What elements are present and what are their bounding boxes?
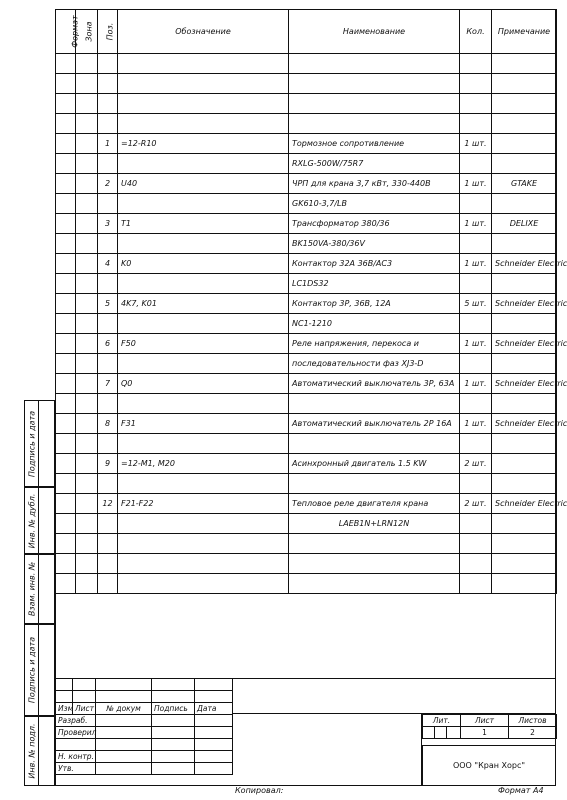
cell-name (289, 534, 460, 554)
cell-pos (98, 394, 118, 414)
cell-format (56, 274, 76, 294)
cell-designation (118, 74, 289, 94)
titleblock-name-area (232, 714, 422, 786)
cell-zone (76, 394, 98, 414)
cell-note (492, 114, 557, 134)
row-razrab: Разраб. (56, 715, 96, 727)
cell-note (492, 234, 557, 254)
cell-note: Schneider Electric (492, 254, 557, 274)
cell-designation (118, 94, 289, 114)
cell-designation (118, 514, 289, 534)
cell-designation: 4K7, K01 (118, 294, 289, 314)
cell-format (56, 154, 76, 174)
cell-designation: T1 (118, 214, 289, 234)
cell-name: LC1DS32 (289, 274, 460, 294)
table-row (56, 314, 557, 334)
cell-pos: 4 (98, 254, 118, 274)
header-designation: Обозначение (118, 10, 289, 54)
cell-name: Реле напряжения, перекоса и (289, 334, 460, 354)
cell-pos (98, 434, 118, 454)
cell-note (492, 94, 557, 114)
cell-designation: F21-F22 (118, 494, 289, 514)
cell-designation (118, 194, 289, 214)
cell-designation (118, 154, 289, 174)
table-row (56, 374, 557, 394)
cell-designation (118, 474, 289, 494)
cell-note: GTAKE (492, 174, 557, 194)
cell-note (492, 314, 557, 334)
table-row (56, 74, 557, 94)
cell-qty: 1 шт. (460, 174, 492, 194)
col-list: Лист (73, 703, 96, 715)
cell-pos: 9 (98, 454, 118, 474)
cell-designation (118, 314, 289, 334)
cell-qty (460, 574, 492, 594)
cell-designation: F31 (118, 414, 289, 434)
cell-designation (118, 574, 289, 594)
cell-pos (98, 474, 118, 494)
cell-qty: 2 шт. (460, 494, 492, 514)
cell-name: Трансформатор 380/36 (289, 214, 460, 234)
table-row (56, 394, 557, 414)
cell-note (492, 554, 557, 574)
cell-note (492, 474, 557, 494)
cell-pos (98, 554, 118, 574)
cell-designation: U40 (118, 174, 289, 194)
cell-qty: 5 шт. (460, 294, 492, 314)
cell-designation (118, 54, 289, 74)
cell-pos (98, 54, 118, 74)
cell-name (289, 574, 460, 594)
cell-zone (76, 154, 98, 174)
cell-name (289, 114, 460, 134)
cell-note (492, 514, 557, 534)
cell-note: Schneider Electric (492, 494, 557, 514)
cell-name (289, 394, 460, 414)
cell-name: Автоматический выключатель 3Р, 63А (289, 374, 460, 394)
cell-format (56, 454, 76, 474)
cell-zone (76, 334, 98, 354)
cell-format (56, 374, 76, 394)
cell-format (56, 74, 76, 94)
table-row (56, 414, 557, 434)
table-row (56, 354, 557, 374)
cell-designation: K0 (118, 254, 289, 274)
cell-zone (76, 534, 98, 554)
sidebar-label: Подпись и дата (27, 410, 36, 477)
cell-name: Асинхронный двигатель 1.5 KW (289, 454, 460, 474)
cell-qty: 1 шт. (460, 134, 492, 154)
cell-pos (98, 354, 118, 374)
cell-qty (460, 514, 492, 534)
cell-format (56, 214, 76, 234)
cell-zone (76, 554, 98, 574)
cell-format (56, 174, 76, 194)
sidebar-label: Инв. № дубл. (27, 493, 36, 548)
cell-name (289, 74, 460, 94)
sidebar-sign-date-bottom (24, 624, 55, 716)
table-row (56, 254, 557, 274)
cell-pos: 6 (98, 334, 118, 354)
sheet-info (422, 714, 557, 739)
cell-pos (98, 574, 118, 594)
cell-pos: 2 (98, 174, 118, 194)
cell-designation: Q0 (118, 374, 289, 394)
cell-zone (76, 434, 98, 454)
sidebar-inv-orig (24, 716, 55, 786)
cell-format (56, 474, 76, 494)
cell-name: последовательности фаз XJ3-D (289, 354, 460, 374)
cell-note (492, 54, 557, 74)
table-row (56, 134, 557, 154)
cell-format (56, 434, 76, 454)
cell-format (56, 254, 76, 274)
cell-pos (98, 534, 118, 554)
table-row (56, 194, 557, 214)
table-row (56, 494, 557, 514)
cell-qty (460, 554, 492, 574)
cell-zone (76, 494, 98, 514)
table-row (56, 234, 557, 254)
copied-label: Копировал: (235, 786, 284, 795)
cell-zone (76, 514, 98, 534)
row-n-kontr: Н. контр. (56, 751, 96, 763)
cell-note: Schneider Electric (492, 374, 557, 394)
cell-zone (76, 174, 98, 194)
cell-designation (118, 354, 289, 374)
cell-designation (118, 234, 289, 254)
table-row (56, 274, 557, 294)
cell-name (289, 434, 460, 454)
cell-note (492, 394, 557, 414)
cell-pos: 8 (98, 414, 118, 434)
cell-format (56, 294, 76, 314)
table-header (56, 10, 557, 54)
header-note: Примечание (492, 10, 557, 54)
cell-zone (76, 114, 98, 134)
cell-pos: 1 (98, 134, 118, 154)
col-izm: Изм (56, 703, 73, 715)
cell-qty (460, 234, 492, 254)
cell-qty (460, 474, 492, 494)
header-format: Формат (56, 10, 76, 54)
cell-designation: =12-R10 (118, 134, 289, 154)
cell-format (56, 414, 76, 434)
sidebar-label: Подпись и дата (27, 636, 36, 704)
format-label: Формат А4 (498, 786, 544, 795)
table-row (56, 574, 557, 594)
header-zone: Зона (76, 10, 98, 54)
cell-zone (76, 234, 98, 254)
cell-qty (460, 534, 492, 554)
revision-block (55, 678, 233, 775)
table-row (56, 514, 557, 534)
cell-name: Контактор 3Р, 36В, 12А (289, 294, 460, 314)
cell-qty (460, 94, 492, 114)
specification-table (55, 9, 567, 594)
cell-pos: 3 (98, 214, 118, 234)
cell-qty: 1 шт. (460, 374, 492, 394)
cell-zone (76, 374, 98, 394)
cell-qty (460, 194, 492, 214)
cell-qty: 1 шт. (460, 414, 492, 434)
cell-zone (76, 134, 98, 154)
table-row (56, 534, 557, 554)
cell-name: BK150VA-380/36V (289, 234, 460, 254)
cell-pos (98, 274, 118, 294)
cell-format (56, 394, 76, 414)
cell-name (289, 54, 460, 74)
cell-format (56, 494, 76, 514)
table-row (56, 174, 557, 194)
cell-qty: 1 шт. (460, 334, 492, 354)
cell-pos (98, 74, 118, 94)
value-list: 1 (461, 727, 509, 739)
cell-zone (76, 94, 98, 114)
cell-qty (460, 314, 492, 334)
cell-qty: 2 шт. (460, 454, 492, 474)
cell-pos: 12 (98, 494, 118, 514)
cell-designation: F50 (118, 334, 289, 354)
cell-note (492, 354, 557, 374)
cell-note (492, 274, 557, 294)
cell-format (56, 134, 76, 154)
cell-qty (460, 54, 492, 74)
cell-designation (118, 114, 289, 134)
header-name: Наименование (289, 10, 460, 54)
cell-format (56, 234, 76, 254)
cell-name (289, 94, 460, 114)
cell-note (492, 194, 557, 214)
cell-format (56, 574, 76, 594)
cell-pos: 5 (98, 294, 118, 314)
cell-name: Контактор 32А 36В/АС3 (289, 254, 460, 274)
cell-note (492, 134, 557, 154)
cell-zone (76, 354, 98, 374)
cell-zone (76, 474, 98, 494)
cell-note (492, 154, 557, 174)
table-row (56, 154, 557, 174)
cell-zone (76, 294, 98, 314)
label-list: Лист (461, 715, 509, 727)
table-row (56, 474, 557, 494)
table-row (56, 94, 557, 114)
cell-note: Schneider Electric (492, 414, 557, 434)
label-lit: Лит. (423, 715, 461, 727)
cell-qty: 1 шт. (460, 214, 492, 234)
header-qty: Кол. (460, 10, 492, 54)
label-listov: Листов (509, 715, 557, 727)
sidebar-inv-dup (24, 487, 55, 554)
cell-pos (98, 234, 118, 254)
cell-format (56, 514, 76, 534)
cell-qty: 1 шт. (460, 254, 492, 274)
cell-format (56, 114, 76, 134)
cell-pos (98, 94, 118, 114)
cell-name: NC1-1210 (289, 314, 460, 334)
cell-qty (460, 154, 492, 174)
table-row (56, 334, 557, 354)
cell-pos (98, 514, 118, 534)
cell-designation (118, 434, 289, 454)
table-row (56, 214, 557, 234)
cell-note: DELIXE (492, 214, 557, 234)
cell-qty (460, 74, 492, 94)
cell-pos (98, 154, 118, 174)
cell-note (492, 454, 557, 474)
cell-format (56, 194, 76, 214)
cell-format (56, 54, 76, 74)
cell-format (56, 334, 76, 354)
cell-zone (76, 274, 98, 294)
cell-designation (118, 274, 289, 294)
table-row (56, 294, 557, 314)
cell-format (56, 94, 76, 114)
cell-zone (76, 414, 98, 434)
cell-format (56, 554, 76, 574)
value-listov: 2 (509, 727, 557, 739)
cell-name (289, 554, 460, 574)
cell-note (492, 74, 557, 94)
cell-zone (76, 74, 98, 94)
cell-pos (98, 114, 118, 134)
cell-note: Schneider Electric (492, 294, 557, 314)
sidebar-vzam-inv (24, 554, 55, 624)
cell-format (56, 314, 76, 334)
cell-designation (118, 554, 289, 574)
cell-qty (460, 354, 492, 374)
col-signature: Подпись (152, 703, 195, 715)
cell-zone (76, 574, 98, 594)
row-utv: Утв. (56, 763, 96, 775)
cell-zone (76, 54, 98, 74)
table-row (56, 454, 557, 474)
cell-zone (76, 254, 98, 274)
company-name: ООО "Кран Хорс" (422, 745, 556, 786)
header-pos: Поз. (98, 10, 118, 54)
cell-zone (76, 194, 98, 214)
sidebar-label: Взам. инв. № (27, 561, 36, 617)
cell-designation: =12-M1, M20 (118, 454, 289, 474)
cell-pos: 7 (98, 374, 118, 394)
cell-qty (460, 434, 492, 454)
table-row (56, 114, 557, 134)
cell-format (56, 354, 76, 374)
cell-zone (76, 214, 98, 234)
cell-name: LAEB1N+LRN12N (289, 514, 460, 534)
cell-name: Автоматический выключатель 2Р 16А (289, 414, 460, 434)
col-date: Дата (195, 703, 233, 715)
cell-name: Тормозное сопротивление (289, 134, 460, 154)
cell-name: GK610-3,7/LB (289, 194, 460, 214)
titleblock-main-area (232, 678, 556, 714)
col-doc-no: № докум (96, 703, 152, 715)
cell-format (56, 534, 76, 554)
cell-qty (460, 114, 492, 134)
sidebar-sign-date-top (24, 400, 55, 487)
table-row (56, 434, 557, 454)
cell-note (492, 534, 557, 554)
cell-note: Schneider Electric (492, 334, 557, 354)
cell-note (492, 574, 557, 594)
cell-name: ЧРП для крана 3,7 кВт, 330-440В (289, 174, 460, 194)
cell-name (289, 474, 460, 494)
cell-name: RXLG-500W/75R7 (289, 154, 460, 174)
cell-zone (76, 314, 98, 334)
cell-note (492, 434, 557, 454)
cell-designation (118, 534, 289, 554)
table-row (56, 54, 557, 74)
cell-pos (98, 314, 118, 334)
cell-qty (460, 394, 492, 414)
cell-zone (76, 454, 98, 474)
table-row (56, 554, 557, 574)
sidebar-label: Инв. № подл. (27, 723, 36, 779)
cell-qty (460, 274, 492, 294)
cell-name: Тепловое реле двигателя крана (289, 494, 460, 514)
cell-designation (118, 394, 289, 414)
row-proveril: Проверил (56, 727, 96, 739)
cell-pos (98, 194, 118, 214)
